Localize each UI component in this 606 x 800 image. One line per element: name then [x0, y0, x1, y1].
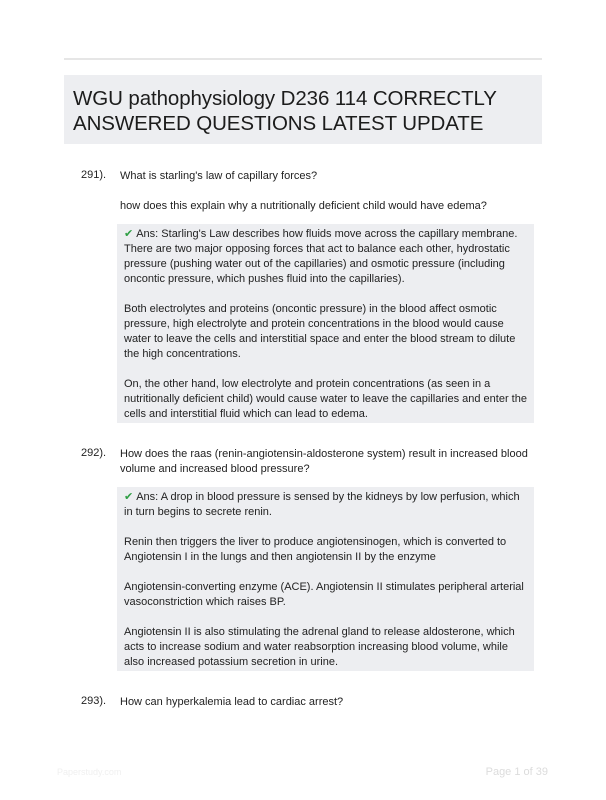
title-banner [64, 75, 542, 144]
question-subtext: how does this explain why a nutritionally deficient child would have edema? [120, 200, 487, 212]
answer-paragraph: On, the other hand, low electrolyte and protein concentrations (as seen in a nutritionally deficient child) would cause water to leave the capillaries and enter the cells and interstitial fluid which can lead to edema. [124, 378, 527, 420]
checkmark-icon: ✔ [124, 490, 134, 503]
answer-paragraph: Angiotensin-converting enzyme (ACE). Angiotensin II stimulates peripheral arterial vasoconstriction which raises BP. [124, 581, 524, 608]
answer-box [117, 487, 534, 671]
answer-paragraph: Renin then triggers the liver to produce angiotensinogen, which is converted to Angiotensin I in the lungs and then angiotensin II by the enzyme [124, 536, 507, 563]
answer-paragraph: ✔ Ans: A drop in blood pressure is sensed by the kidneys by low perfusion, which in turn begins to secrete renin. [124, 490, 520, 518]
question-number: 292). [81, 447, 107, 459]
checkmark-icon: ✔ [124, 227, 134, 240]
answer-prefix: Ans: [136, 228, 162, 240]
question-text: How does the raas (renin-angiotensin-aldosterone system) result in increased blood volume and increased blood pressure? [120, 448, 528, 475]
answer-box [117, 224, 534, 423]
answer-paragraph: Both electrolytes and proteins (oncontic pressure) in the blood affect osmotic pressure, high electrolyte and protein concentrations in the blood would cause water to leave the cells and interstitial space and enter the blood stream to dilute the high concentrations. [124, 303, 516, 360]
question-number: 291). [81, 169, 107, 181]
footer-watermark: Paperstudy.com [57, 767, 122, 777]
top-divider [64, 58, 542, 60]
page-number: Page 1 of 39 [485, 766, 548, 778]
answer-prefix: Ans: [136, 491, 161, 503]
question-text: What is starling's law of capillary forces? [120, 170, 318, 182]
question-number: 293). [81, 695, 107, 707]
answer-paragraph: Angiotensin II is also stimulating the adrenal gland to release aldosterone, which acts to increase sodium and water reabsorption increasing blood volume, while also increased potassium secretion in urine. [124, 626, 515, 668]
document-title: WGU pathophysiology D236 114 CORRECTLY ANSWERED QUESTIONS LATEST UPDATE [73, 87, 497, 135]
question-text: How can hyperkalemia lead to cardiac arrest? [120, 696, 344, 708]
answer-paragraph: ✔ Ans: Starling's Law describes how fluids move across the capillary membrane. There are two major opposing forces that act to balance each other, hydrostatic pressure (pushing water out of the capillaries) and osmotic pressure (including oncontic pressure, which pushes fluid into the capillaries). [124, 227, 518, 285]
